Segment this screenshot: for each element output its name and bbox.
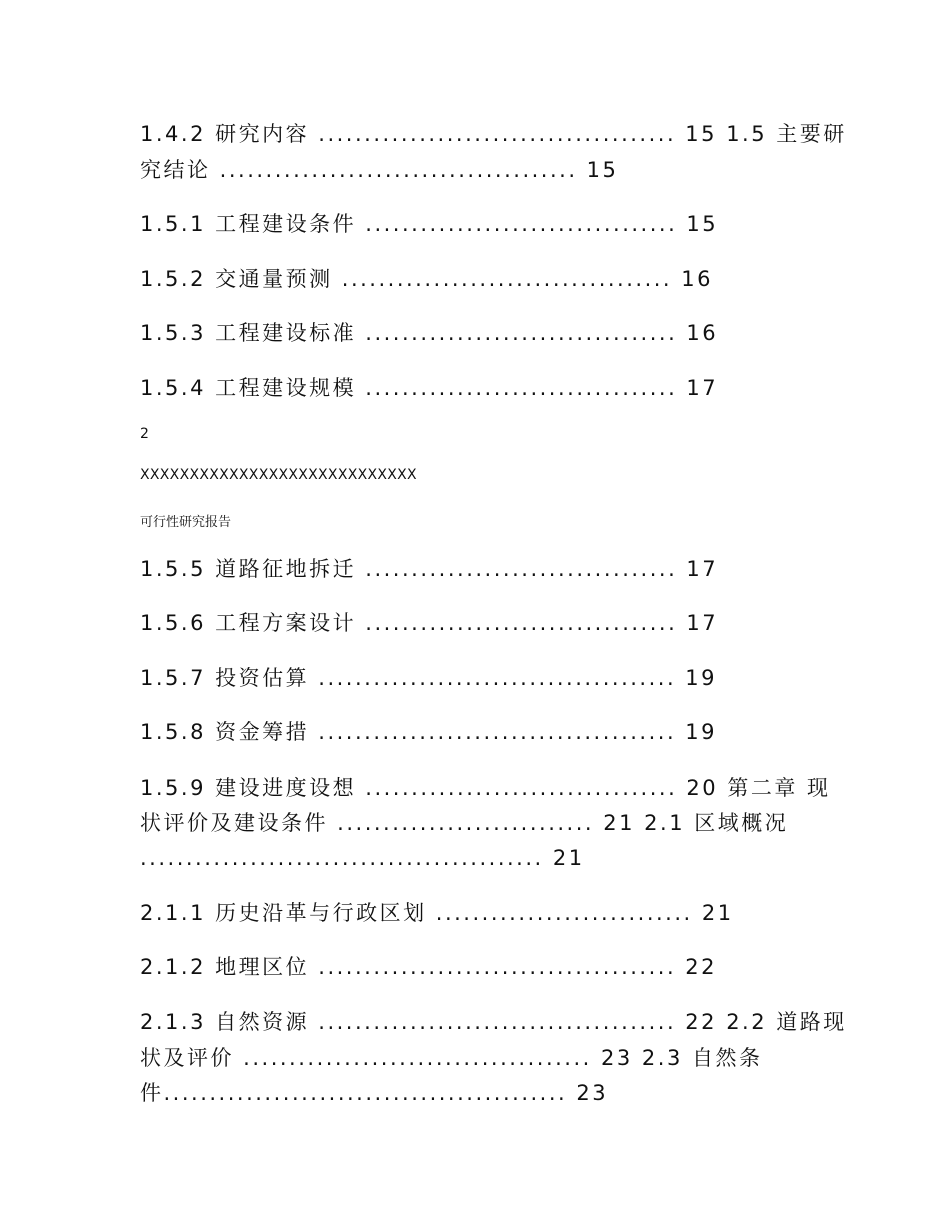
toc-entry: 1.5.1 工程建设条件 .................................. 15 (140, 212, 719, 236)
placeholder-text: XXXXXXXXXXXXXXXXXXXXXXXXXXXX (140, 467, 417, 483)
toc-entry: 状及评价 ...................................... 23 2.3 自然条 (140, 1046, 763, 1070)
toc-entry: ............................................ 21 (140, 846, 585, 870)
toc-entry: 1.5.6 工程方案设计 .................................. 17 (140, 611, 719, 635)
toc-entry: 1.5.4 工程建设规模 .................................. 17 (140, 376, 719, 400)
toc-entry: 状评价及建设条件 ............................ 21 2.1 区域概况 (140, 811, 789, 835)
toc-entry: 件............................................ 23 (140, 1081, 609, 1105)
toc-entry: 2.1.2 地理区位 ....................................... 22 (140, 955, 718, 979)
toc-entry: 究结论 ....................................... 15 (140, 158, 619, 182)
toc-entry: 1.5.7 投资估算 ....................................... 19 (140, 666, 718, 690)
toc-entry: 1.5.8 资金筹措 ....................................... 19 (140, 720, 718, 744)
toc-entry: 1.5.3 工程建设标准 .................................. 16 (140, 321, 719, 345)
toc-entry: 1.5.9 建设进度设想 .................................. 20 第二章 现 (140, 776, 831, 800)
toc-entry: 1.5.2 交通量预测 .................................... 16 (140, 267, 713, 291)
toc-entry: 2.1.1 历史沿革与行政区划 ............................ 21 (140, 901, 734, 925)
toc-entry: 2.1.3 自然资源 ....................................... 22 2.2 道路现 (140, 1010, 847, 1034)
toc-entry: 1.5.5 道路征地拆迁 .................................. 17 (140, 557, 719, 581)
page-number: 2 (140, 426, 149, 442)
document-title: 可行性研究报告 (140, 515, 232, 530)
toc-entry: 1.4.2 研究内容 ....................................... 15 1.5 主要研 (140, 122, 847, 146)
